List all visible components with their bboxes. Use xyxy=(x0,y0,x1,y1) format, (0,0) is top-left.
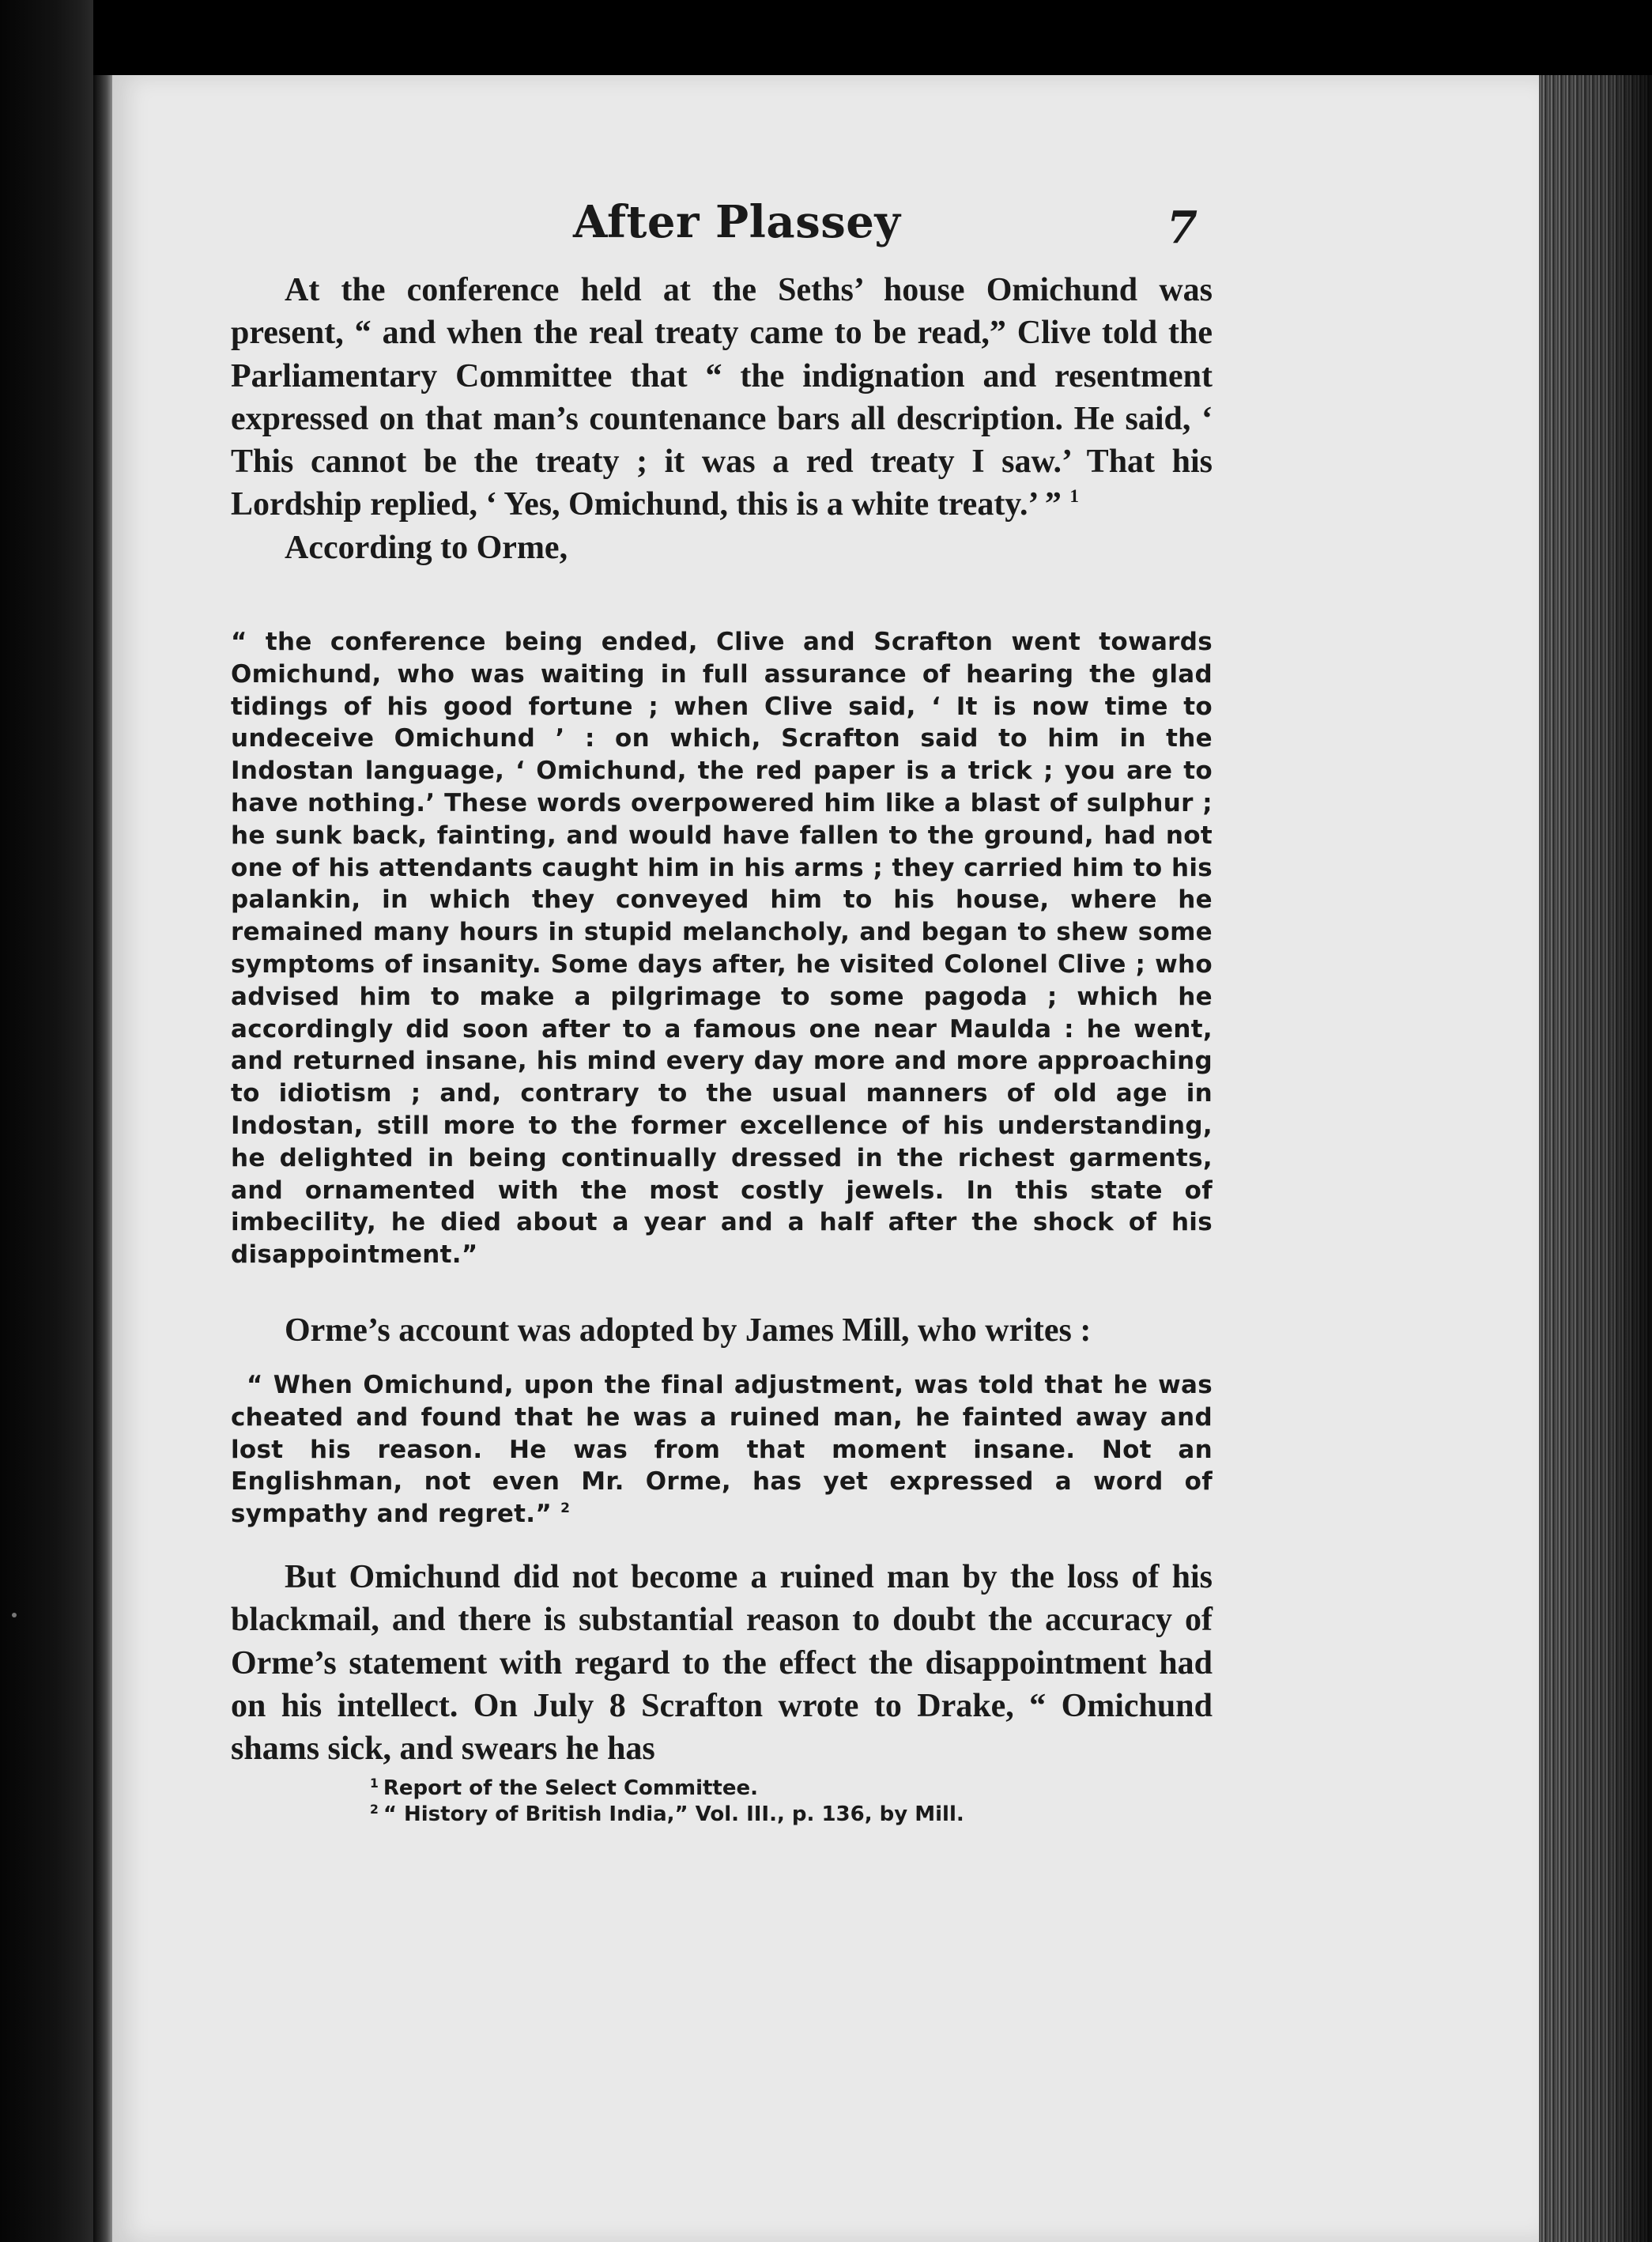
book-binding-edge xyxy=(93,75,112,2242)
footnote-1-text: Report of the Select Committee. xyxy=(383,1776,758,1800)
paragraph-conference xyxy=(231,269,1213,569)
paragraph-conference-text: At the conference held at the Seths’ house Omichund was present, “ and when the real treaty came to be read,” Clive told the Parliamentary Committee that “ the indignation and resentment expressed on that man’s countenance bars all description. He said, ‘ This cannot be the treaty ; it was a red treaty I saw.’ That his Lordship replied, ‘ Yes, Omichund, this is a white treaty.’ ” xyxy=(231,272,1213,523)
scan-top-border xyxy=(93,0,1652,75)
block-quote-mill xyxy=(231,1369,1213,1531)
footnote-ref-1: 1 xyxy=(1069,485,1079,507)
page-number: 7 xyxy=(1167,202,1198,254)
page-stack-shadow xyxy=(1539,75,1652,2242)
scan-left-border xyxy=(0,0,93,2242)
footnote-2 xyxy=(370,1802,1160,1828)
block-quote-orme xyxy=(231,626,1213,1271)
footnote-ref-2: 2 xyxy=(560,1500,571,1517)
paragraph-james-mill xyxy=(231,1309,1213,1352)
footnote-1-mark: 1 xyxy=(370,1776,379,1791)
footnote-2-text: “ History of British India,” Vol. III., p. 136, by Mill. xyxy=(383,1802,964,1826)
paragraph-but-omichund xyxy=(231,1556,1213,1770)
running-head: After Plassey xyxy=(573,196,901,248)
quote-mill-paragraph xyxy=(231,1369,1213,1531)
scan-speck xyxy=(12,1613,17,1617)
paragraph-james-mill-text: Orme’s account was adopted by James Mill, who writes : xyxy=(285,1312,1092,1349)
footnotes xyxy=(370,1776,1160,1828)
quote-mill-text: “ When Omichund, upon the final adjustment, was told that he was cheated and found that he was a ruined man, he fainted away and lost his reason. He was from that moment insane. Not an Englishman, not even Mr. Orme, has yet expressed a word of sympathy and regret.” xyxy=(231,1371,1213,1529)
footnote-2-mark: 2 xyxy=(370,1802,379,1817)
quote-orme-text: “ the conference being ended, Clive and Scrafton went towards Omichund, who was waiting in full assurance of hearing the glad tidings of his good fortune ; when Clive said, ‘ It is now time to undeceive Omichund ’ : on which, Scrafton said to him in the Indostan language, ‘ Omichund, the red paper is a trick ; you are to have nothing.’ These words overpowered him like a blast of sulphur ; he sunk back, fainting, and would have fallen to the ground, had not one of his attendants caught him in his arms ; they carried him to his palankin, in which they conveyed him to his house, where he remained many hours in stupid melancholy, and began to shew some symptoms of insanity. Some days after, he visited Colonel Clive ; who advised him to make a pilgrimage to some pagoda ; which he accordingly did soon after to a famous one near Maulda : he went, and returned insane, his mind every day more and more approaching to idiotism ; and, contrary to the usual manners of old age in Indostan, still more to the former excellence of his understanding, he delighted in being continually dressed in the richest garments, and ornamented with the most costly jewels. In this state of imbecility, he died about a year and a half after the shock of his disappointment.” xyxy=(231,628,1213,1270)
footnote-1 xyxy=(370,1776,1160,1802)
paragraph-but-omichund-text: But Omichund did not become a ruined man by the loss of his blackmail, and there is substantial reason to doubt the accuracy of Orme’s statement with regard to the effect the disappointment had on his intellect. On July 8 Scrafton wrote to Drake, “ Omichund shams sick, and swears he has xyxy=(231,1559,1213,1768)
paragraph-according-to-orme: According to Orme, xyxy=(285,529,568,566)
paragraph-text xyxy=(231,269,1213,527)
